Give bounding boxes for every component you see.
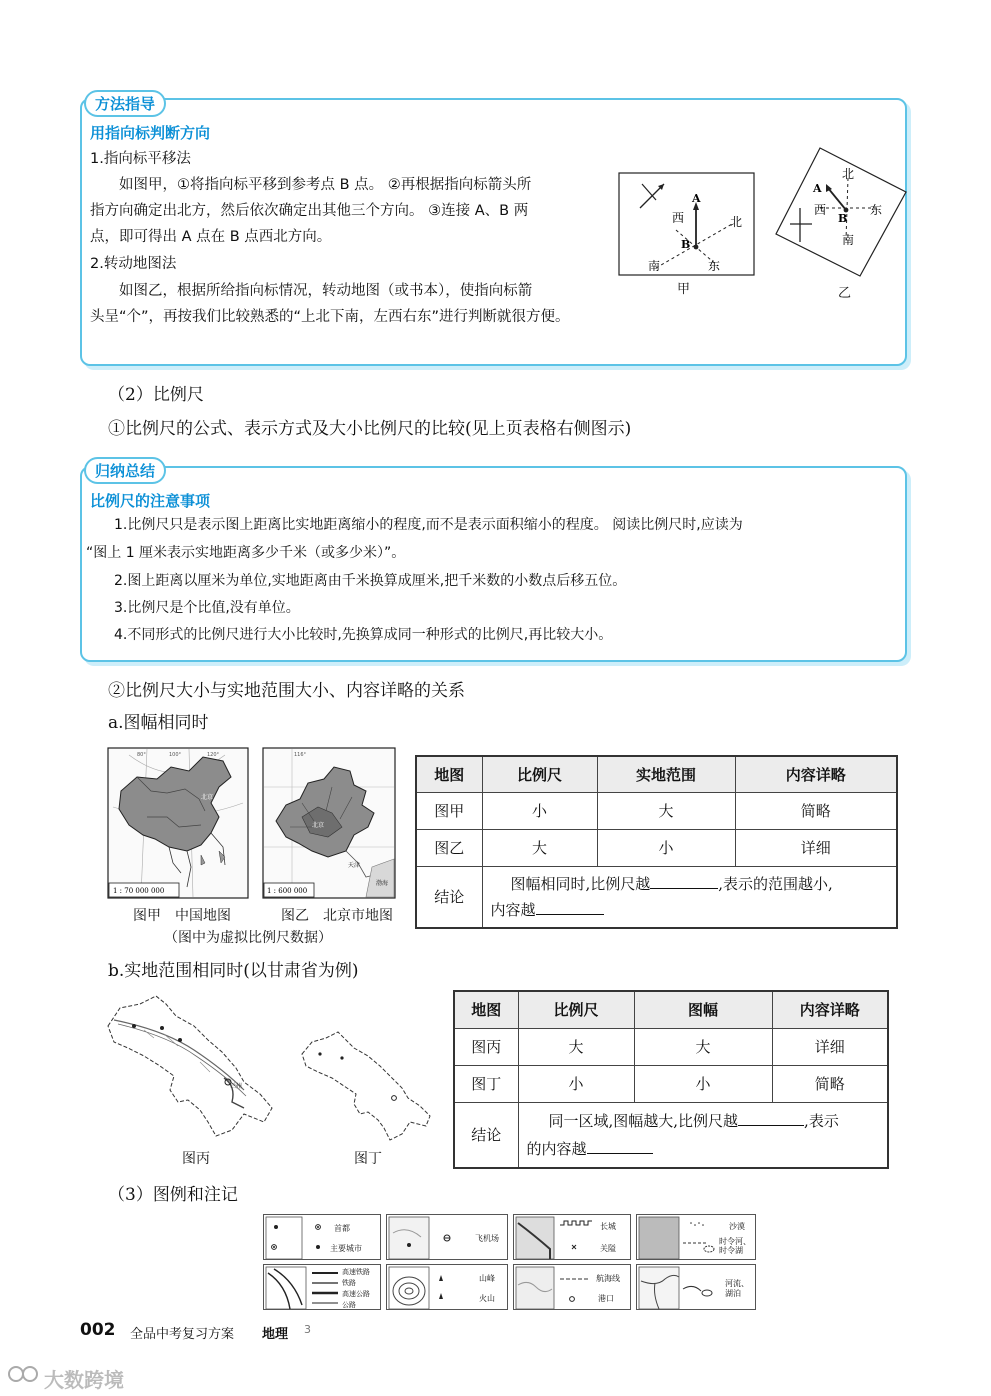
table-cell: 图丙: [454, 1028, 518, 1065]
answer-blank[interactable]: [587, 1140, 653, 1154]
beijing-map-bohai: 渤海: [376, 880, 389, 887]
legend-cell: [636, 1214, 756, 1260]
section2-title: （2）比例尺: [108, 385, 204, 405]
conclusion-text: ,表示的范围越小,: [718, 874, 833, 893]
table-cell: 简略: [772, 1065, 888, 1102]
china-map: [107, 747, 249, 899]
table-row: [454, 1028, 888, 1065]
legend-label: 飞机场: [475, 1234, 499, 1243]
legend-cell: [513, 1214, 631, 1260]
conclusion-label: 结论: [454, 1102, 518, 1168]
summary-line: 4.不同形式的比例尺进行大小比较时,先换算成同一种形式的比例尺,再比较大小。: [86, 627, 613, 643]
table-header: 内容详略: [772, 991, 888, 1028]
table-row: [416, 829, 897, 866]
conclusion-text: 图幅相同时,比例尺越: [510, 874, 651, 893]
beijing-map-caption: 图乙 北京市地图: [281, 908, 393, 924]
table-row: [416, 792, 897, 829]
table-header: 地图: [454, 991, 518, 1028]
watermark-logo-icon: [6, 1360, 46, 1388]
figure-yi-west: 西: [814, 203, 827, 217]
subject-label: 地理: [262, 1327, 289, 1342]
summary-heading: 比例尺的注意事项: [90, 492, 211, 510]
table-row: [454, 1065, 888, 1102]
table-cell: 详细: [772, 1028, 888, 1065]
conclusion-text: 的内容越: [526, 1139, 587, 1158]
figure-jia-caption: 甲: [677, 282, 691, 297]
table-cell: 小: [482, 792, 597, 829]
conclusion-text: 内容越: [490, 900, 536, 919]
table-cell: 小: [597, 829, 735, 866]
gansu-map-small: [298, 1028, 440, 1146]
summary-line: “图上 1 厘米表示实地距离多少千米（或多少米）”。: [86, 545, 406, 561]
beijing-map-lon: 116°: [294, 752, 307, 758]
summary-line: 3.比例尺是个比值,没有单位。: [86, 600, 300, 616]
method-line: 如图甲，①将指向标平移到参考点 B 点。 ②再根据指向标箭头所: [90, 177, 532, 193]
figure-yi-south: 南: [842, 233, 855, 247]
method-line: 2.转动地图法: [90, 256, 177, 272]
method-guide-heading: 用指向标判断方向: [90, 124, 211, 142]
table-header: 地图: [416, 756, 482, 792]
watermark-text: 大数跨境: [44, 1368, 124, 1392]
legend-cell: [386, 1264, 508, 1310]
legend-label: 航海线: [596, 1274, 620, 1283]
part-b-title: b.实地范围相同时(以甘肃省为例): [108, 961, 359, 981]
figure-jia-diagram: [618, 170, 758, 278]
figure-jia-south: 南: [648, 259, 661, 273]
table-same-size: [415, 755, 898, 929]
table-cell: 图丁: [454, 1065, 518, 1102]
table-header: 图幅: [634, 991, 772, 1028]
table-header: 比例尺: [518, 991, 634, 1028]
china-map-lon-100: 100°: [169, 752, 182, 758]
legend-cell: [636, 1264, 756, 1310]
summary-line: 2.图上距离以厘米为单位,实地距离由千米换算成厘米,把千米数的小数点后移五位。: [86, 573, 627, 589]
answer-blank[interactable]: [536, 901, 604, 915]
section2-item1: ①比例尺的公式、表示方式及大小比例尺的比较(见上页表格右侧图示): [108, 419, 632, 439]
beijing-map: [262, 747, 396, 899]
legend-label: 山峰: [479, 1274, 495, 1283]
legend-label: 长城: [600, 1222, 616, 1231]
beijing-map-tianjin: 天津: [348, 862, 361, 869]
answer-blank[interactable]: [738, 1112, 804, 1126]
legend-label: 首都: [334, 1224, 350, 1233]
item2-title: ②比例尺大小与实地范围大小、内容详略的关系: [108, 681, 465, 701]
table-same-area: [453, 990, 889, 1169]
china-map-caption: 图甲 中国地图: [133, 908, 231, 924]
table-header: 实地范围: [597, 756, 735, 792]
legend-label: 高速公路: [342, 1290, 370, 1298]
legend-label: 主要城市: [330, 1244, 362, 1253]
legend-label: 公路: [342, 1301, 356, 1309]
table-row: [454, 1102, 888, 1168]
gansu-map-large-caption: 图丙: [182, 1151, 210, 1167]
summary-line: 1.比例尺只是表示图上距离比实地距离缩小的程度,而不是表示面积缩小的程度。 阅读比例尺时,应读为: [86, 517, 743, 533]
figure-yi-north: 北: [842, 167, 855, 181]
method-line: 指方向确定出北方，然后依次确定出其他三个方向。 ③连接 A、B 两: [90, 203, 529, 219]
method-line: 1.指向标平移法: [90, 151, 191, 167]
table-row: [454, 991, 888, 1028]
figure-yi-caption: 乙: [838, 286, 852, 301]
table-cell: 大: [518, 1028, 634, 1065]
summary-tag: 归纳总结: [84, 457, 166, 484]
legend-label: 铁路: [342, 1279, 356, 1287]
legend-label: 港口: [598, 1294, 614, 1303]
table-row: [416, 866, 897, 928]
virtual-scale-note: （图中为虚拟比例尺数据）: [164, 930, 332, 946]
legend-cell: [386, 1214, 508, 1260]
method-guide-tag: 方法指导: [84, 90, 166, 117]
china-map-scale: 1 : 70 000 000: [113, 887, 165, 895]
figure-yi-east: 东: [870, 203, 883, 217]
legend-cell: [513, 1264, 631, 1310]
legend-label: 时令河、时令湖: [719, 1237, 751, 1255]
table-header: 比例尺: [482, 756, 597, 792]
legend-label: 火山: [479, 1294, 495, 1303]
footer-num: 3: [304, 1323, 311, 1336]
conclusion-text: ,表示: [804, 1111, 839, 1130]
section3-title: （3）图例和注记: [108, 1185, 238, 1205]
table-cell: 简略: [735, 792, 897, 829]
method-line: 头呈“个”，再按我们比较熟悉的“上北下南，左西右东”进行判断就很方便。: [90, 309, 570, 325]
gansu-map-small-caption: 图丁: [354, 1151, 382, 1167]
conclusion-cell: [482, 866, 897, 928]
legend-label: 高速铁路: [342, 1268, 370, 1276]
figure-yi-label-a: A: [813, 182, 822, 195]
part-a-title: a.图幅相同时: [108, 713, 209, 733]
table-row: [416, 756, 897, 792]
table-cell: 大: [597, 792, 735, 829]
table-cell: 图乙: [416, 829, 482, 866]
method-line: 如图乙，根据所给指向标情况，转动地图（或书本），使指向标箭: [90, 283, 533, 299]
legend-cell: [263, 1264, 381, 1310]
method-line: 点，即可得出 A 点在 B 点西北方向。: [90, 229, 332, 245]
table-cell: 详细: [735, 829, 897, 866]
legend-label: 关隘: [600, 1244, 616, 1253]
figure-yi-label-b: B: [838, 212, 848, 225]
conclusion-cell: [518, 1102, 888, 1168]
figure-jia-east: 东: [708, 259, 721, 273]
china-map-lon-80: 80°: [137, 752, 146, 758]
table-cell: 小: [634, 1065, 772, 1102]
table-cell: 图甲: [416, 792, 482, 829]
china-map-lon-120: 120°: [207, 752, 220, 758]
figure-jia-label-b: B: [681, 238, 691, 251]
conclusion-text: 同一区域,图幅越大,比例尺越: [548, 1111, 739, 1130]
legend-label: 沙漠: [729, 1222, 745, 1231]
conclusion-label: 结论: [416, 866, 482, 928]
table-cell: 小: [518, 1065, 634, 1102]
figure-jia-north: 北: [730, 215, 743, 229]
page-number: 002: [80, 1320, 116, 1340]
legend-label: 河流、湖泊: [725, 1279, 749, 1298]
gansu-map-lanzhou: 兰州: [230, 1083, 243, 1090]
beijing-map-label: 北京: [312, 822, 325, 829]
table-cell: 大: [634, 1028, 772, 1065]
figure-jia-west: 西: [672, 211, 685, 225]
table-header: 内容详略: [735, 756, 897, 792]
table-cell: 大: [482, 829, 597, 866]
figure-jia-label-a: A: [692, 192, 701, 205]
figure-yi-diagram: [772, 144, 908, 280]
gansu-map-large: [104, 990, 276, 1140]
answer-blank[interactable]: [650, 875, 718, 889]
book-title: 全品中考复习方案: [130, 1327, 235, 1342]
beijing-map-scale: 1 : 600 000: [267, 887, 308, 895]
china-map-beijing: 北京: [201, 794, 214, 801]
legend-cell: [263, 1214, 381, 1260]
